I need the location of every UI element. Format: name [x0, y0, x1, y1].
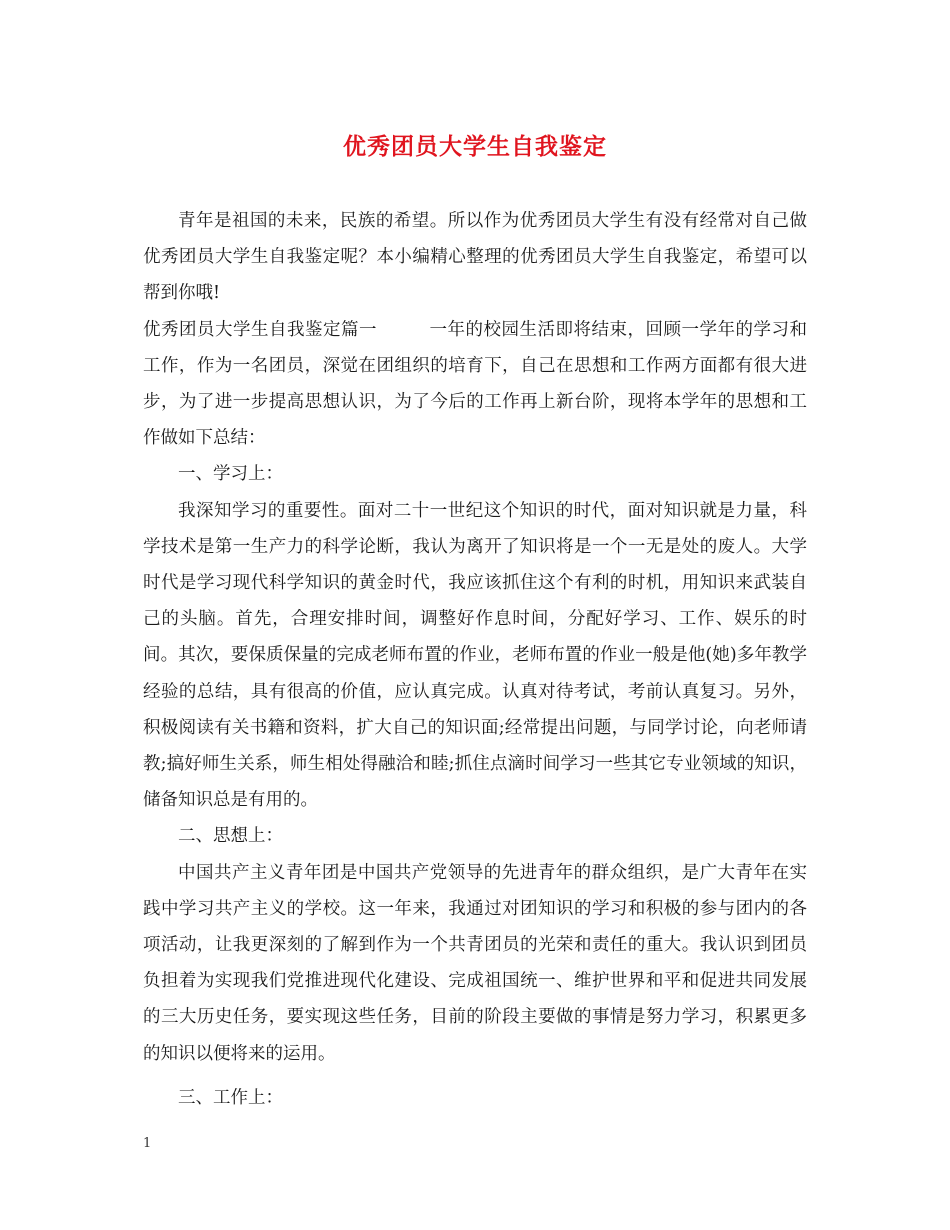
- section-one-paragraph: [143, 312, 807, 457]
- study-paragraph: 我深知学习的重要性。面对二十一世纪这个知识的时代，面对知识就是力量，科学技术是第一生产力的科学论断，我认为离开了知识将是一个一无是处的废人。大学时代是学习现代科学知识的黄金时代，我应该抓住这个有利的时机，用知识来武装自己的头脑。首先，合理安排时间，调整好作息时间，分配好学习、工作、娱乐的时间。其次，要保质保量的完成老师布置的作业，老师布置的作业一般是他(她)多年教学经验的总结，具有很高的价值，应认真完成。认真对待考试，考前认真复习。另外，积极阅读有关书籍和资料，扩大自己的知识面;经常提出问题，与同学讨论，向老师请教;搞好师生关系，师生相处得融洽和睦;抓住点滴时间学习一些其它专业领域的知识，储备知识总是有用的。: [143, 500, 807, 811]
- intro-paragraph: 青年是祖国的未来，民族的希望。所以作为优秀团员大学生有没有经常对自己做优秀团员大学生自我鉴定呢？本小编精心整理的优秀团员大学生自我鉴定，希望可以帮到你哦!: [143, 211, 807, 304]
- thought-paragraph: 中国共产主义青年团是中国共产党领导的先进青年的群众组织，是广大青年在实践中学习共产主义的学校。这一年来，我通过对团知识的学习和积极的参与团内的各项活动，让我更深刻的了解到作为一个共青团员的光荣和责任的重大。我认识到团员负担着为实现我们党推进现代化建设、完成祖国统一、维护世界和平和促进共同发展的三大历史任务，要实现这些任务，目前的阶段主要做的事情是努力学习，积累更多的知识以便将来的运用。: [143, 862, 807, 1064]
- page-number: 1: [143, 1136, 152, 1151]
- document-title: 优秀团员大学生自我鉴定: [343, 134, 607, 160]
- heading-study: 一、学习上：: [178, 464, 283, 485]
- section-intro-text: 一年的校园生活即将结束，回顾一学年的学习和工作，作为一名团员，深觉在团组织的培育下，自己在思想和工作两方面都有很大进步，为了进一步提高思想认识，为了今后的工作再上新台阶，现将本学年的思想和工作做如下总结：: [143, 319, 807, 449]
- heading-thought: 二、思想上：: [178, 826, 283, 847]
- heading-work: 三、工作上：: [178, 1087, 283, 1108]
- document-body: [143, 203, 807, 1116]
- section-label: 优秀团员大学生自我鉴定篇一: [143, 319, 377, 340]
